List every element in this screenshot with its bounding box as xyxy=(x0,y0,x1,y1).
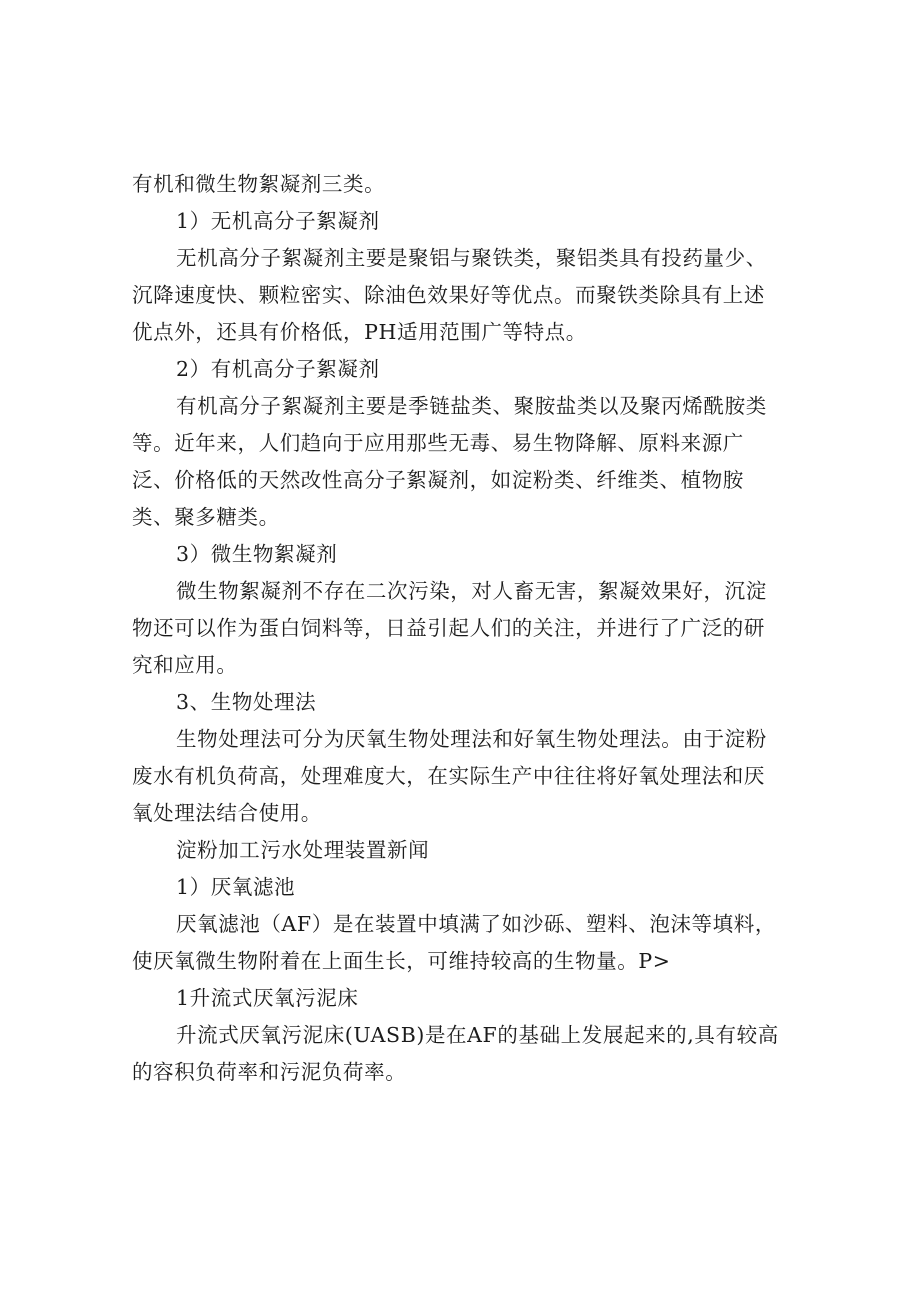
text-line: 氧处理法结合使用。 xyxy=(132,801,322,825)
text-line: 生物处理法可分为厌氧生物处理法和好氧生物处理法。由于淀粉 xyxy=(176,727,767,751)
text-line: 使厌氧微生物附着在上面生长，可维持较高的生物量。P> xyxy=(132,949,671,973)
text-line: 究和应用。 xyxy=(132,653,238,677)
text-line: 优点外，还具有价格低，PH适用范围广等特点。 xyxy=(132,320,587,344)
text-line: 的容积负荷率和污泥负荷率。 xyxy=(132,1060,407,1084)
section-heading: 3）微生物絮凝剂 xyxy=(176,542,338,566)
text-line: 废水有机负荷高，处理难度大，在实际生产中往往将好氧处理法和厌 xyxy=(132,764,765,788)
text-line: 泛、价格低的天然改性高分子絮凝剂，如淀粉类、纤维类、植物胺 xyxy=(132,468,744,492)
section-heading: 1升流式厌氧污泥床 xyxy=(176,986,359,1010)
section-heading: 2）有机高分子絮凝剂 xyxy=(176,357,380,381)
text-line: 沉降速度快、颗粒密实、除油色效果好等优点。而聚铁类除具有上述 xyxy=(132,283,765,307)
text-line: 物还可以作为蛋白饲料等，日益引起人们的关注，并进行了广泛的研 xyxy=(132,616,765,640)
text-line: 有机和微生物絮凝剂三类。 xyxy=(132,172,386,196)
text-line: 升流式厌氧污泥床(UASB)是在AF的基础上发展起来的,具有较高 xyxy=(176,1023,779,1047)
text-line: 厌氧滤池（AF）是在装置中填满了如沙砾、塑料、泡沫等填料， xyxy=(176,912,776,936)
section-heading: 1）无机高分子絮凝剂 xyxy=(176,209,380,233)
section-heading: 3、生物处理法 xyxy=(176,690,317,714)
text-line: 等。近年来，人们趋向于应用那些无毒、易生物降解、原料来源广 xyxy=(132,431,744,455)
text-line: 无机高分子絮凝剂主要是聚铝与聚铁类，聚铝类具有投药量少、 xyxy=(176,246,767,270)
text-line: 微生物絮凝剂不存在二次污染，对人畜无害，絮凝效果好，沉淀 xyxy=(176,579,767,603)
text-line: 类、聚多糖类。 xyxy=(132,505,280,529)
text-line: 有机高分子絮凝剂主要是季链盐类、聚胺盐类以及聚丙烯酰胺类 xyxy=(176,394,767,418)
section-heading: 淀粉加工污水处理装置新闻 xyxy=(176,838,430,862)
section-heading: 1）厌氧滤池 xyxy=(176,875,296,899)
